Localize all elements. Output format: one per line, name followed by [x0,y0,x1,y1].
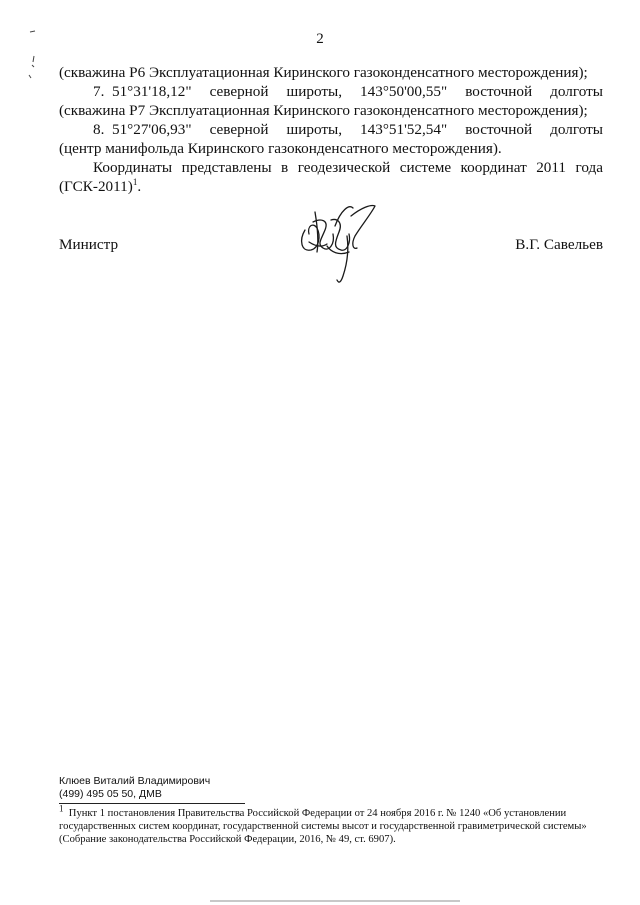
period: . [137,178,142,195]
coordinate-system-line [59,158,603,177]
word: представлены [181,159,272,176]
position-label: Министр [59,236,119,253]
word: геодезической [297,159,391,176]
footnote-reference: 1 [132,176,138,187]
coordinate-system-name [59,177,603,196]
footnote-marker: 1 [59,803,64,814]
item8-longitude: 143°51'52,54" [360,121,448,138]
word: в [281,159,289,176]
executor-name: Клюев Виталий Владимирович [59,775,211,787]
word: Координаты [93,159,173,176]
item7-latitude-word: широты, [286,83,342,100]
signer-name: В.Г. Савельев [515,236,603,253]
item8-coordinates [59,120,603,139]
system-code: (ГСК-2011) [59,178,133,195]
footnote-text: Пункт 1 постановления Правительства Российской Федерации от 24 ноября 2016 г. № 1240 «Об установлении государственных систем координат, государственной системы высот и государственной гравиметрической системы» (Собрание законодательства Российской Федерации, 2016, № 49, ст. 6907). [59,808,587,845]
page-number: 2 [316,31,324,47]
footnote [59,803,604,846]
footnote-separator [59,803,245,804]
scan-edge-mark [210,900,460,902]
word: года [575,159,603,176]
item7-longitude-word: долготы [550,83,603,100]
word: системе [399,159,452,176]
executor-phone: (499) 495 05 50, ДМВ [59,788,162,800]
item6-description: (скважина Р6 Эксплуатационная Киринского газоконденсатного месторождения); [59,64,588,81]
word: координат [460,159,527,176]
item8-latitude-word: широты, [286,121,342,138]
item8-description: (центр манифольда Киринского газоконденсатного месторождения). [59,140,502,157]
item7-eastern: восточной [465,83,533,100]
item8-eastern: восточной [465,121,533,138]
item7-longitude: 143°50'00,55" [360,83,448,100]
item8-longitude-word: долготы [550,121,603,138]
signature-block [59,236,603,296]
item7-northern: северной [209,83,269,100]
item7-coordinates [59,82,603,101]
item7-description: (скважина Р7 Эксплуатационная Киринского газоконденсатного месторождения); [59,102,588,119]
executor-info [59,775,210,801]
item8-northern: северной [209,121,269,138]
coordinates-body [59,63,603,196]
margin-marks [26,20,42,80]
handwritten-signature [291,200,381,290]
item7-number-lat: 7. 51°31'18,12" [93,83,192,100]
word: 2011 [536,159,566,176]
item8-number-lat: 8. 51°27'06,93" [93,121,192,138]
